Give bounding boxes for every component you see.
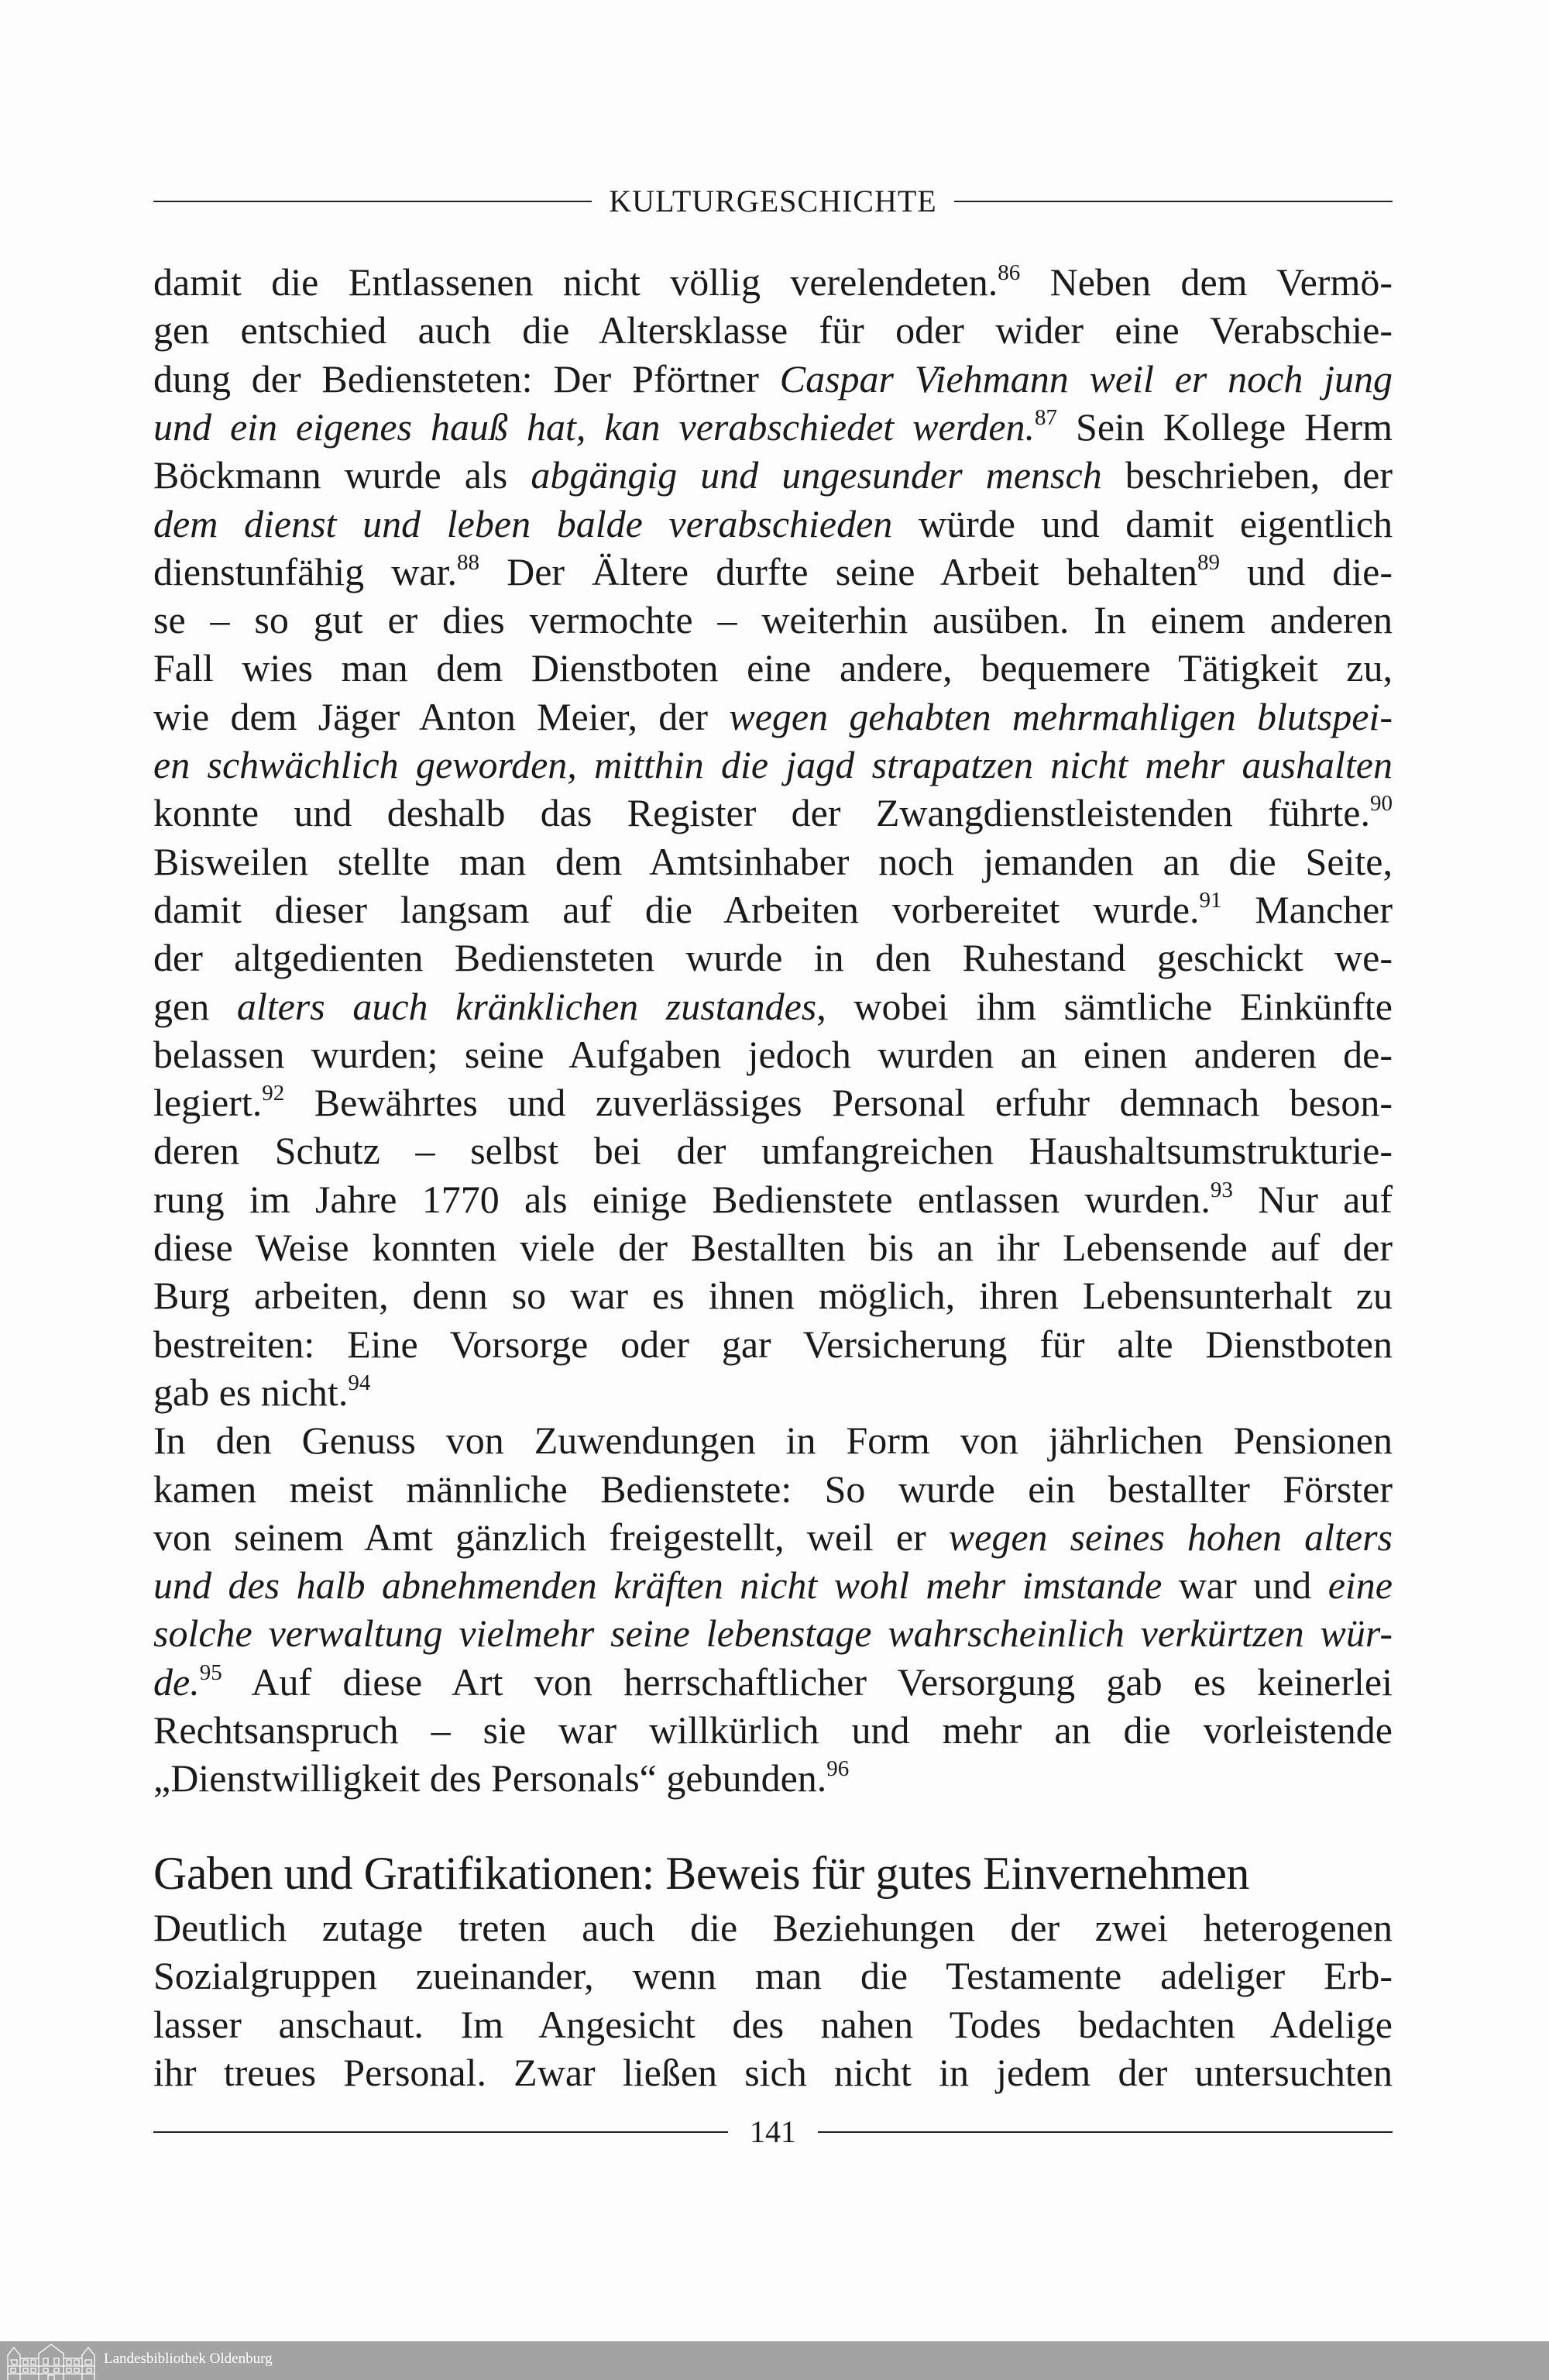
text-segment: beschrieben, der bbox=[1101, 453, 1393, 497]
text-line bbox=[153, 1223, 1393, 1271]
text-line bbox=[153, 837, 1393, 886]
quoted-source-text: eine bbox=[1327, 1563, 1393, 1608]
text-segment: war und bbox=[1162, 1563, 1328, 1608]
text-line bbox=[153, 1416, 1393, 1464]
text-line bbox=[153, 1126, 1393, 1175]
text-line bbox=[153, 1175, 1393, 1223]
text-segment: Auf diese Art von herrschaftlicher Versorgung gab es keinerlei bbox=[222, 1659, 1393, 1704]
quoted-source-text: wegen gehabten mehrmahligen blutspei- bbox=[729, 694, 1393, 738]
text-line bbox=[153, 693, 1393, 741]
text-segment: von seinem Amt gänzlich freigestellt, weil er bbox=[153, 1515, 949, 1559]
text-segment: wie dem Jäger Anton Meier, der bbox=[153, 694, 730, 738]
footer-rule-left bbox=[153, 2131, 728, 2133]
footer-rule-right bbox=[818, 2131, 1393, 2133]
text-segment: legiert. bbox=[153, 1081, 263, 1125]
quoted-source-text: und des halb abnehmenden kräften nicht wohl mehr imstande bbox=[153, 1563, 1163, 1608]
quoted-source-text: solche verwaltung vielmehr seine lebenstage wahrscheinlich verkürtzen wür- bbox=[153, 1611, 1393, 1656]
library-name: Landesbibliothek Oldenburg bbox=[104, 2351, 273, 2367]
text-line bbox=[153, 1561, 1393, 1609]
text-segment: der altgedienten Bediensteten wurde in den Ruhestand geschickt we- bbox=[153, 936, 1393, 980]
text-segment: rung im Jahre 1770 als einige Bedienstete entlassen wurden. bbox=[153, 1177, 1211, 1221]
text-segment: Deutlich zutage treten auch die Beziehungen der zwei heterogenen bbox=[153, 1906, 1393, 1949]
quoted-source-text: und ein eigenes hauß hat, kan verabschiedet werden. bbox=[153, 404, 1036, 449]
text-segment: diese Weise konnten viele der Bestallten bis an ihr Lebensende auf der bbox=[153, 1226, 1393, 1269]
text-line bbox=[153, 2048, 1393, 2096]
text-segment: dung der Bediensteten: Der Pförtner bbox=[153, 356, 780, 401]
text-segment: lasser anschaut. Im Angesicht des nahen Todes bedachten Adelige bbox=[153, 2002, 1393, 2046]
quoted-source-text: dem dienst und leben balde verabschieden bbox=[153, 501, 893, 545]
text-line bbox=[153, 548, 1393, 596]
quoted-source-text: wegen seines hohen alters bbox=[948, 1515, 1393, 1559]
text-line bbox=[153, 258, 1393, 306]
text-line bbox=[153, 355, 1393, 403]
text-segment: Fall wies man dem Dienstboten eine andere, bequemere Tätigkeit zu, bbox=[153, 646, 1393, 690]
footnote-ref: 91 bbox=[1199, 887, 1222, 913]
footnote-ref: 92 bbox=[262, 1081, 285, 1106]
running-header bbox=[153, 183, 1393, 219]
page-footer bbox=[153, 2113, 1393, 2150]
text-line bbox=[153, 596, 1393, 644]
text-segment: würde und damit eigentlich bbox=[892, 501, 1393, 545]
text-line bbox=[153, 1368, 1393, 1416]
page-number: 141 bbox=[750, 2114, 796, 2149]
quoted-source-text: Caspar Viehmann weil er noch jung bbox=[779, 356, 1393, 401]
text-line bbox=[153, 1609, 1393, 1657]
section-heading: Gaben und Gratifikationen: Beweis für gutes Einvernehmen bbox=[153, 1848, 1249, 1899]
text-segment: kamen meist männliche Bedienstete: So wurde ein bestallter Förster bbox=[153, 1467, 1393, 1511]
text-segment: Nur auf bbox=[1232, 1177, 1393, 1221]
text-line bbox=[153, 1658, 1393, 1706]
text-line bbox=[153, 1271, 1393, 1319]
text-segment: In den Genuss von Zuwendungen in Form von jährlichen Pensionen bbox=[153, 1419, 1393, 1463]
text-line bbox=[153, 1754, 1393, 1802]
footnote-ref: 96 bbox=[826, 1756, 850, 1782]
text-segment: Mancher bbox=[1221, 887, 1393, 931]
text-line bbox=[153, 1078, 1393, 1126]
text-segment: Neben dem Vermö- bbox=[1020, 260, 1393, 304]
text-segment: bestreiten: Eine Vorsorge oder gar Versicherung für alte Dienstboten bbox=[153, 1322, 1393, 1366]
text-line bbox=[153, 789, 1393, 837]
text-segment: gab es nicht. bbox=[153, 1370, 349, 1414]
text-line bbox=[153, 500, 1393, 548]
text-segment: Der Ältere durfte seine Arbeit behalten bbox=[479, 549, 1198, 593]
text-segment: Bewährtes und zuverlässiges Personal erfuhr demnach beson- bbox=[284, 1081, 1393, 1125]
text-segment: Sozialgruppen zueinander, wenn man die Testamente adeliger Erb- bbox=[153, 1954, 1393, 1998]
text-segment: Burg arbeiten, denn so war es ihnen möglich, ihren Lebensunterhalt zu bbox=[153, 1274, 1393, 1318]
text-line bbox=[153, 1904, 1393, 1952]
header-rule-left bbox=[153, 201, 592, 202]
footnote-ref: 89 bbox=[1197, 549, 1221, 575]
text-segment: belassen wurden; seine Aufgaben jedoch wurden an einen anderen de- bbox=[153, 1032, 1393, 1076]
text-segment: deren Schutz – selbst bei der umfangreichen Haushaltsumstrukturie- bbox=[153, 1129, 1393, 1173]
footnote-ref: 94 bbox=[348, 1370, 371, 1395]
quoted-source-text: abgängig und ungesunder mensch bbox=[531, 453, 1102, 497]
text-line bbox=[153, 741, 1393, 789]
text-segment: Rechtsanspruch – sie war willkürlich und mehr an die vorleistende bbox=[153, 1708, 1393, 1752]
text-line bbox=[153, 1030, 1393, 1078]
quoted-source-text: en schwächlich geworden, mitthin die jagd strapatzen nicht mehr aushalten bbox=[153, 743, 1393, 786]
text-segment: konnte und deshalb das Register der Zwangdienstleistenden führte. bbox=[153, 791, 1370, 835]
text-line bbox=[153, 644, 1393, 692]
text-segment: gen entschied auch die Altersklasse für oder wider eine Verabschie- bbox=[153, 308, 1393, 353]
text-segment: dienstunfähig war. bbox=[153, 549, 457, 593]
text-segment: se – so gut er dies vermochte – weiterhin ausüben. In einem anderen bbox=[153, 598, 1393, 642]
text-line bbox=[153, 934, 1393, 982]
library-banner bbox=[0, 2341, 1549, 2380]
text-segment: Böckmann wurde als bbox=[153, 453, 531, 497]
footnote-ref: 87 bbox=[1035, 404, 1058, 430]
text-segment: ihr treues Personal. Zwar ließen sich nicht in jedem der untersuchten bbox=[153, 2050, 1393, 2094]
text-segment: damit dieser langsam auf die Arbeiten vorbereitet wurde. bbox=[153, 887, 1200, 931]
text-line bbox=[153, 2000, 1393, 2048]
text-line bbox=[153, 1706, 1393, 1754]
running-header-title: KULTURGESCHICHTE bbox=[609, 184, 937, 218]
text-segment: , wobei ihm sämtliche Einkünfte bbox=[816, 984, 1393, 1028]
text-line bbox=[153, 1513, 1393, 1561]
text-segment: Bisweilen stellte man dem Amtsinhaber noch jemanden an die Seite, bbox=[153, 839, 1393, 883]
quoted-source-text: de. bbox=[153, 1659, 200, 1704]
footnote-ref: 88 bbox=[456, 549, 479, 575]
text-segment: Sein Kollege Herm bbox=[1057, 404, 1393, 449]
text-line bbox=[153, 1320, 1393, 1368]
text-line bbox=[153, 306, 1393, 354]
text-line bbox=[153, 403, 1393, 451]
footnote-ref: 86 bbox=[998, 260, 1021, 285]
text-segment: damit die Entlassenen nicht völlig verelendeten. bbox=[153, 260, 998, 304]
text-segment: „Dienstwilligkeit des Personals“ gebunden. bbox=[153, 1756, 827, 1800]
library-building-logo bbox=[6, 2343, 96, 2380]
text-line bbox=[153, 1465, 1393, 1513]
text-line bbox=[153, 886, 1393, 934]
text-line bbox=[153, 982, 1393, 1030]
text-line bbox=[153, 451, 1393, 499]
footnote-ref: 93 bbox=[1210, 1177, 1233, 1202]
text-segment: und die- bbox=[1220, 549, 1393, 593]
header-rule-right bbox=[954, 201, 1393, 202]
quoted-source-text: alters auch kränklichen zustandes bbox=[236, 984, 817, 1028]
footnote-ref: 95 bbox=[199, 1659, 222, 1685]
text-segment: gen bbox=[153, 984, 237, 1028]
text-line bbox=[153, 1952, 1393, 2000]
footnote-ref: 90 bbox=[1370, 791, 1393, 817]
